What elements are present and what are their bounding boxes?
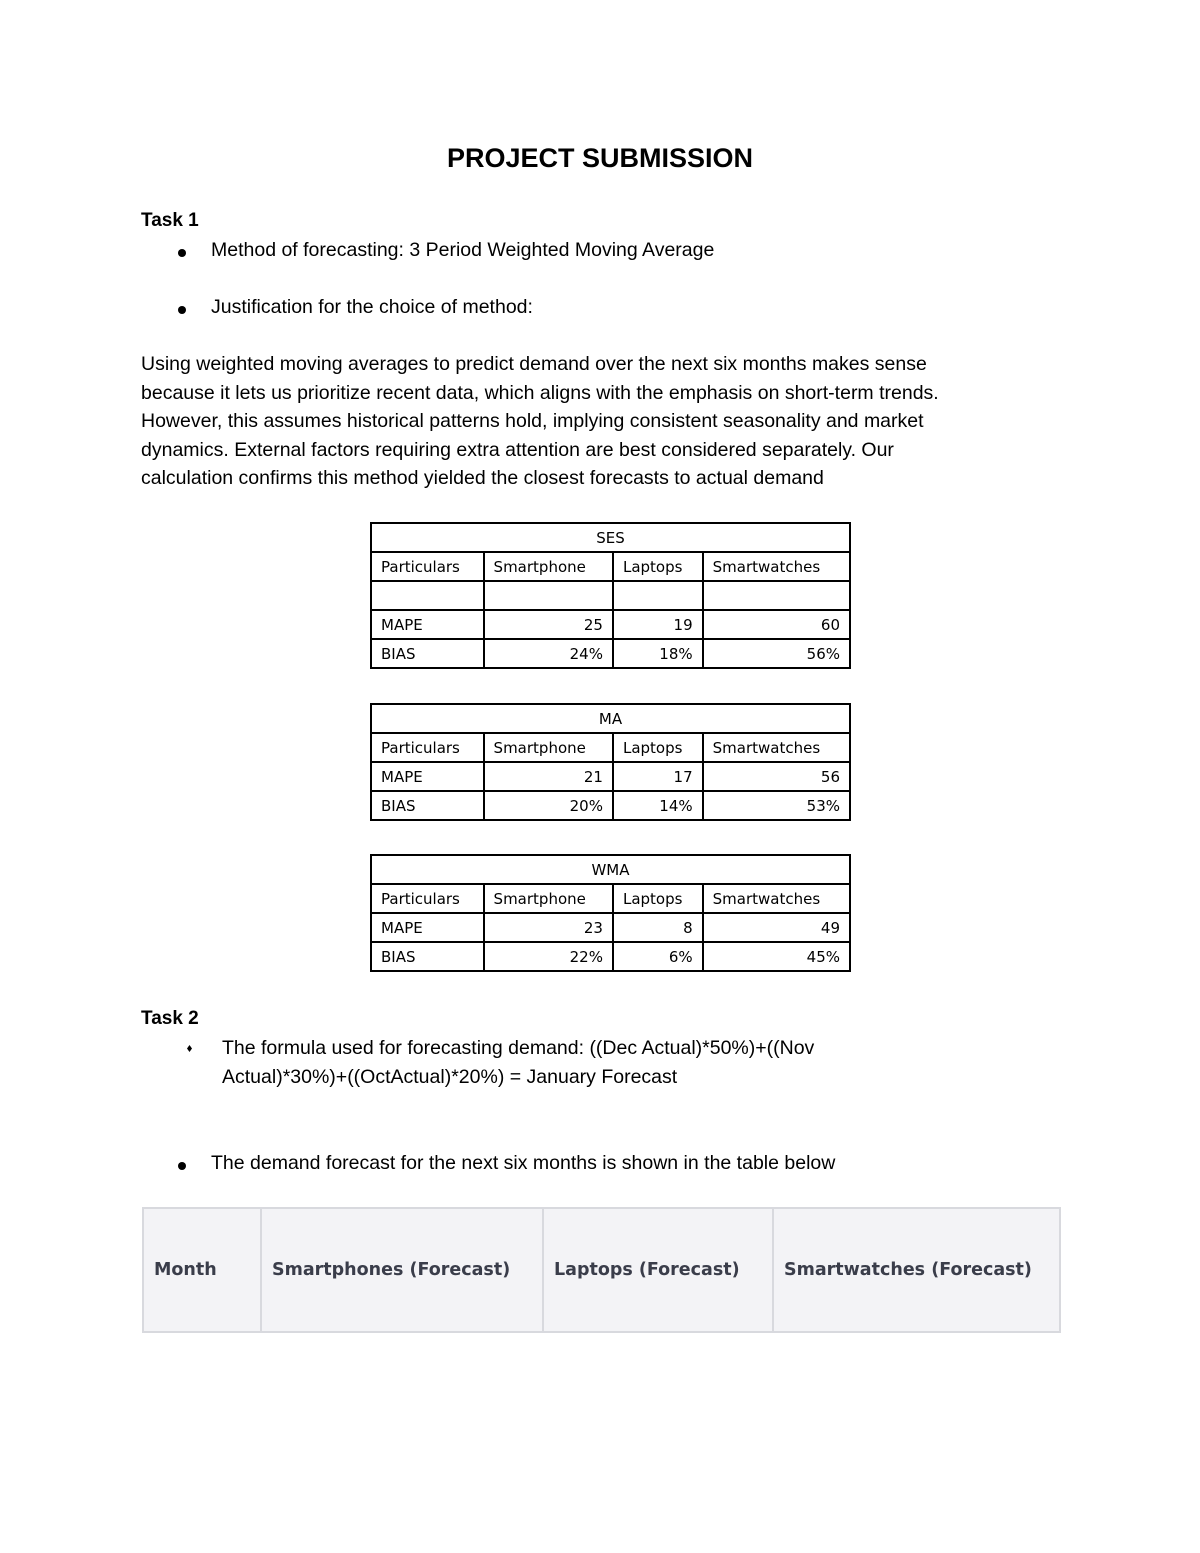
table-cell: MAPE bbox=[371, 913, 484, 942]
table-row-bias bbox=[371, 639, 850, 668]
table-cell: 6% bbox=[613, 942, 703, 971]
table-header-cell: Particulars bbox=[371, 733, 484, 762]
table-header-row bbox=[371, 884, 850, 913]
table-cell: BIAS bbox=[371, 639, 484, 668]
table-caption: MA bbox=[371, 704, 850, 733]
forecast-formula bbox=[222, 1034, 814, 1091]
bullet-icon bbox=[178, 249, 186, 257]
forecast-table bbox=[142, 1207, 1061, 1333]
table-cell: BIAS bbox=[371, 942, 484, 971]
forecast-header-smartwatches: Smartwatches (Forecast) bbox=[773, 1208, 1060, 1332]
table-row-mape bbox=[371, 610, 850, 639]
table-cell bbox=[613, 581, 703, 610]
task2-heading: Task 2 bbox=[141, 1008, 199, 1029]
table-cell: 24% bbox=[484, 639, 613, 668]
table-row-empty bbox=[371, 581, 850, 610]
table-cell: 60 bbox=[703, 610, 850, 639]
task1-heading: Task 1 bbox=[141, 210, 199, 231]
table-cell: 49 bbox=[703, 913, 850, 942]
table-cell: 56% bbox=[703, 639, 850, 668]
table-cell: 17 bbox=[613, 762, 703, 791]
table-header-cell: Smartphone bbox=[484, 733, 613, 762]
justification-label: Justification for the choice of method: bbox=[211, 296, 533, 318]
table-cell: 56 bbox=[703, 762, 850, 791]
table-cell bbox=[703, 581, 850, 610]
paragraph-line: However, this assumes historical patterns hold, implying consistent seasonality and market bbox=[141, 410, 924, 432]
table-cell: BIAS bbox=[371, 791, 484, 820]
wma-table bbox=[370, 854, 851, 972]
table-row-mape bbox=[371, 762, 850, 791]
table-caption: WMA bbox=[371, 855, 850, 884]
ma-table bbox=[370, 703, 851, 821]
paragraph-line: Using weighted moving averages to predict demand over the next six months makes sense bbox=[141, 353, 927, 375]
table-row-mape bbox=[371, 913, 850, 942]
table-header-cell: Particulars bbox=[371, 552, 484, 581]
bullet-icon bbox=[178, 306, 186, 314]
table-cell: 23 bbox=[484, 913, 613, 942]
table-cell: 18% bbox=[613, 639, 703, 668]
table-header-cell: Smartphone bbox=[484, 884, 613, 913]
table-cell bbox=[371, 581, 484, 610]
table-cell: 21 bbox=[484, 762, 613, 791]
forecast-method: Method of forecasting: 3 Period Weighted Moving Average bbox=[211, 239, 715, 261]
table-cell: 14% bbox=[613, 791, 703, 820]
table-header-cell: Smartwatches bbox=[703, 552, 850, 581]
table-cell: 22% bbox=[484, 942, 613, 971]
table-header-cell: Particulars bbox=[371, 884, 484, 913]
table-cell: MAPE bbox=[371, 610, 484, 639]
diamond-bullet-icon bbox=[187, 1045, 192, 1052]
table-header-cell: Laptops bbox=[613, 884, 703, 913]
formula-line: Actual)*30%)+((OctActual)*20%) = January Forecast bbox=[222, 1065, 678, 1088]
forecast-header-row bbox=[143, 1208, 1060, 1332]
formula-line: The formula used for forecasting demand: ((Dec Actual)*50%)+((Nov bbox=[222, 1037, 815, 1059]
table-cell bbox=[484, 581, 613, 610]
forecast-header-smartphones: Smartphones (Forecast) bbox=[261, 1208, 543, 1332]
table-header-cell: Laptops bbox=[613, 733, 703, 762]
table-cell: 20% bbox=[484, 791, 613, 820]
ses-table bbox=[370, 522, 851, 669]
page-title: PROJECT SUBMISSION bbox=[446, 143, 754, 173]
table-row-bias bbox=[371, 791, 850, 820]
table-cell: 45% bbox=[703, 942, 850, 971]
table-header-cell: Smartwatches bbox=[703, 884, 850, 913]
table-row-bias bbox=[371, 942, 850, 971]
table-header-cell: Smartwatches bbox=[703, 733, 850, 762]
table-cell: 8 bbox=[613, 913, 703, 942]
table-header-cell: Laptops bbox=[613, 552, 703, 581]
table-cell: 25 bbox=[484, 610, 613, 639]
paragraph-line: dynamics. External factors requiring extra attention are best considered separately. Our bbox=[141, 438, 894, 461]
forecast-intro: The demand forecast for the next six months is shown in the table below bbox=[211, 1152, 836, 1174]
table-header-row bbox=[371, 552, 850, 581]
table-header-cell: Smartphone bbox=[484, 552, 613, 581]
table-cell: MAPE bbox=[371, 762, 484, 791]
bullet-icon bbox=[178, 1162, 186, 1170]
table-cell: 19 bbox=[613, 610, 703, 639]
justification-paragraph bbox=[141, 350, 1071, 493]
table-caption: SES bbox=[371, 523, 850, 552]
table-header-row bbox=[371, 733, 850, 762]
forecast-header-laptops: Laptops (Forecast) bbox=[543, 1208, 773, 1332]
table-cell: 53% bbox=[703, 791, 850, 820]
forecast-header-month: Month bbox=[143, 1208, 261, 1332]
paragraph-line: because it lets us prioritize recent data, which aligns with the emphasis on short-term trends. bbox=[141, 381, 939, 404]
paragraph-line: calculation confirms this method yielded the closest forecasts to actual demand bbox=[141, 467, 824, 489]
